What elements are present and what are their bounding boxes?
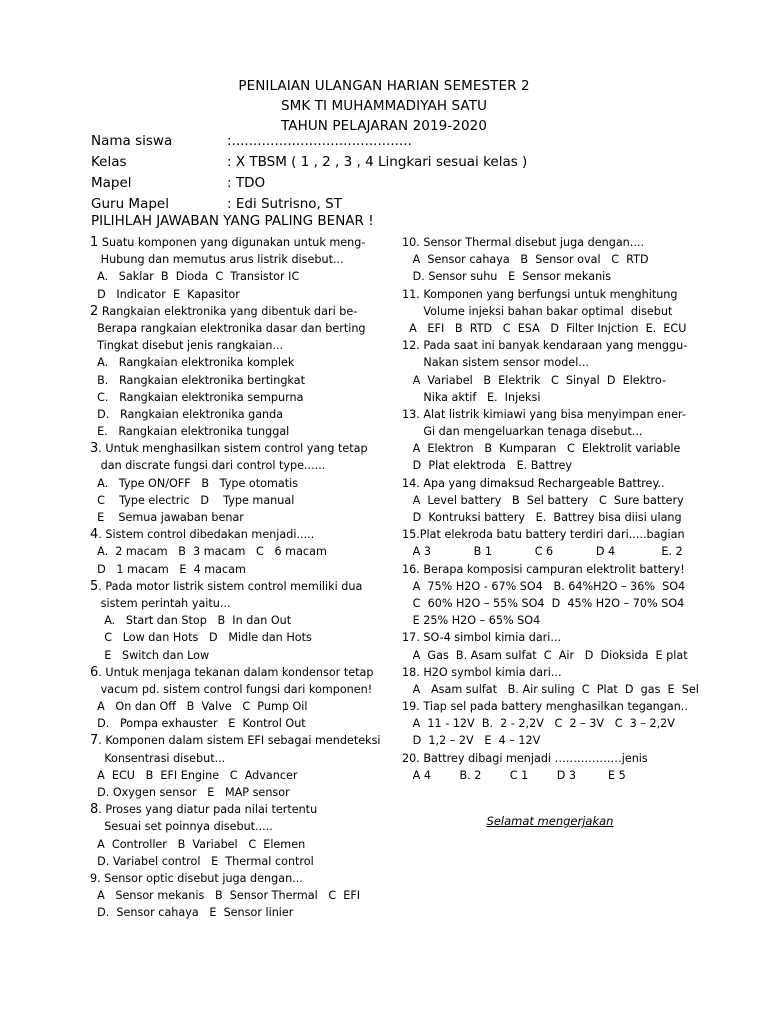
question-text-line xyxy=(90,389,402,406)
question-text-line xyxy=(90,354,402,371)
question-text-line xyxy=(90,629,402,646)
question-text-line xyxy=(90,853,402,870)
info-row-guru xyxy=(91,194,561,215)
line-text: D. Oxygen sensor E MAP sensor xyxy=(90,786,290,799)
question-text-line: 20. Battrey dibagi menjadi ………………jenis xyxy=(402,751,648,765)
line-text: . Pada motor listrik sistem control memiliki dua xyxy=(98,579,363,593)
info-value: : TDO xyxy=(227,175,266,191)
info-value: :.......................................... xyxy=(227,133,412,149)
question-text-line xyxy=(90,268,402,285)
line-text: Berapa rangkaian elektronika dasar dan berting xyxy=(90,321,366,335)
question-text-line xyxy=(90,595,402,612)
line-text: Sesuai set poinnya disebut..... xyxy=(90,820,273,834)
line-text: E Switch dan Low xyxy=(90,648,210,662)
question-text-line: Gi dan mengeluarkan tenaga disebut... xyxy=(402,425,643,439)
line-text: E. Rangkaian elektronika tunggal xyxy=(90,425,290,439)
closing-text: Selamat mengerjakan xyxy=(486,814,614,828)
line-text: A Sensor mekanis B Sensor Thermal C EFI xyxy=(90,889,361,903)
line-text: B. Rangkaian elektronika bertingkat xyxy=(90,373,305,387)
question-text-line: 19. Tiap sel pada battery menghasilkan tegangan.. xyxy=(402,700,688,714)
question-text-line: 15.Plat elekroda batu battery terdiri dari.....bagian xyxy=(402,528,685,542)
question-number: 7 xyxy=(90,733,99,749)
line-text: . Untuk menjaga tekanan dalam kondensor tetap xyxy=(98,665,374,679)
school-name: SMK TI MUHAMMADIYAH SATU xyxy=(280,98,488,114)
questions-left-column xyxy=(90,234,402,922)
question-text-line xyxy=(90,698,402,715)
line-text: sistem perintah yaitu... xyxy=(90,596,231,610)
question-text-line: 11. Komponen yang berfungsi untuk menghitung xyxy=(402,287,678,301)
question-text-line: 14. Apa yang dimaksud Rechargeable Battrey.. xyxy=(402,476,665,490)
question-text-line xyxy=(90,818,402,835)
line-text: C. Rangkaian elektronika sempurna xyxy=(90,390,304,404)
question-text-line: D Plat elektroda E. Battrey xyxy=(402,459,572,473)
question-text-line: A EFI B RTD C ESA D Filter Injction E. ECU xyxy=(402,321,687,335)
academic-year: TAHUN PELAJARAN 2019-2020 xyxy=(280,118,488,134)
question-text-line: A Elektron B Kumparan C Elektrolit variable xyxy=(402,442,681,456)
info-label: Mapel xyxy=(91,175,132,191)
question-line xyxy=(90,801,402,818)
info-row-nama xyxy=(91,131,561,152)
question-text-line: C 60% H2O – 55% SO4 D 45% H2O – 70% SO4 xyxy=(402,596,685,610)
question-text-line xyxy=(90,836,402,853)
line-text: A. Saklar B Dioda C Transistor IC xyxy=(90,270,300,284)
line-text: A ECU B EFI Engine C Advancer xyxy=(90,768,298,782)
question-text-line: A Gas B. Asam sulfat C Air D Dioksida E plat xyxy=(402,648,688,662)
exam-title: PENILAIAN ULANGAN HARIAN SEMESTER 2 xyxy=(238,78,530,94)
question-line xyxy=(90,234,402,251)
question-text-line xyxy=(90,406,402,423)
line-text: D. Sensor cahaya E Sensor linier xyxy=(90,906,294,920)
question-text-line xyxy=(90,750,402,767)
question-number: 5 xyxy=(90,578,99,594)
line-text: D 1 macam E 4 macam xyxy=(90,562,246,576)
question-text-line xyxy=(90,475,402,492)
question-text-line: A 75% H2O - 67% SO4 B. 64%H2O – 36% SO4 xyxy=(402,579,686,593)
question-line xyxy=(90,664,402,681)
question-text-line xyxy=(90,457,402,474)
question-text-line xyxy=(90,286,402,303)
info-row-mapel xyxy=(91,173,561,194)
question-text-line xyxy=(90,767,402,784)
info-value: : Edi Sutrisno, ST xyxy=(227,196,342,212)
line-text: A On dan Off B Valve C Pump Oil xyxy=(90,700,308,714)
line-text: A Controller B Variabel C Elemen xyxy=(90,837,306,851)
line-text: A. Rangkaian elektronika komplek xyxy=(90,356,295,370)
instruction-text: PILIHLAH JAWABAN YANG PALING BENAR ! xyxy=(91,213,374,229)
line-text: D Indicator E Kapasitor xyxy=(90,287,240,301)
document-header xyxy=(0,76,768,136)
question-text-line xyxy=(90,870,402,887)
question-text-line xyxy=(90,904,402,921)
question-text-line: E 25% H2O – 65% SO4 xyxy=(402,614,541,628)
question-line xyxy=(90,578,402,595)
line-text: Konsentrasi disebut... xyxy=(90,751,226,765)
question-line xyxy=(90,303,402,320)
question-number: 2 xyxy=(90,303,99,319)
question-text-line xyxy=(90,492,402,509)
question-text-line xyxy=(90,715,402,732)
question-text-line: D Kontruksi battery E. Battrey bisa diisi ulang xyxy=(402,511,682,524)
question-text-line: A Asam sulfat B. Air suling C Plat D gas E Sel xyxy=(402,682,699,696)
line-text: dan discrate fungsi dari control type...... xyxy=(90,459,326,473)
question-text-line xyxy=(90,647,402,664)
line-text: 9. Sensor optic disebut juga dengan... xyxy=(90,871,303,885)
question-text-line: 12. Pada saat ini banyak kendaraan yang menggu- xyxy=(402,339,688,353)
info-row-kelas xyxy=(91,152,561,173)
line-text: . Untuk menghasilkan sistem control yang tetap xyxy=(98,442,368,456)
question-text-line xyxy=(90,320,402,337)
question-text-line: 17. SO-4 simbol kimia dari... xyxy=(402,631,562,645)
question-text-line xyxy=(90,543,402,560)
question-text-line: A Sensor cahaya B Sensor oval C RTD xyxy=(402,253,649,267)
question-text-line: A Variabel B Elektrik C Sinyal D Elektro- xyxy=(402,373,666,387)
question-text-line: A 11 - 12V B. 2 - 2,2V C 2 – 3V C 3 – 2,2V xyxy=(402,717,675,731)
question-text-line: Nika aktif E. Injeksi xyxy=(402,390,541,404)
question-text-line: Nakan sistem sensor model... xyxy=(402,356,589,370)
question-text-line xyxy=(90,681,402,698)
line-text: A. Type ON/OFF B Type otomatis xyxy=(90,476,299,490)
question-text-line xyxy=(90,423,402,440)
question-text-line: A Level battery B Sel battery C Sure battery xyxy=(402,493,684,507)
question-text-line xyxy=(90,251,402,268)
line-text: . Komponen dalam sistem EFI sebagai mendeteksi xyxy=(98,734,381,748)
question-number: 6 xyxy=(90,664,99,680)
line-text: . Sistem control dibedakan menjadi..... xyxy=(98,528,315,542)
line-text: D. Variabel control E Thermal control xyxy=(90,854,314,868)
question-text-line xyxy=(90,509,402,526)
line-text: D. Rangkaian elektronika ganda xyxy=(90,407,284,421)
question-text-line xyxy=(90,561,402,578)
question-text-line: 10. Sensor Thermal disebut juga dengan.... xyxy=(402,236,644,249)
question-text-line: Volume injeksi bahan bakar optimal disebut xyxy=(402,304,673,318)
question-text-line xyxy=(90,887,402,904)
info-label: Nama siswa xyxy=(91,133,173,149)
line-text: C Type electric D Type manual xyxy=(90,493,295,507)
questions-right-column xyxy=(402,234,722,784)
question-line xyxy=(90,526,402,543)
question-text-line xyxy=(90,337,402,354)
line-text: . Proses yang diatur pada nilai tertentu xyxy=(98,803,318,817)
question-text-line: 18. H2O symbol kimia dari... xyxy=(402,665,562,679)
question-text-line: A 4 B. 2 C 1 D 3 E 5 xyxy=(402,768,626,782)
question-number: 1 xyxy=(90,235,99,250)
question-line xyxy=(90,732,402,749)
line-text: Tingkat disebut jenis rangkaian... xyxy=(90,339,284,353)
question-text-line: D. Sensor suhu E Sensor mekanis xyxy=(402,270,612,284)
question-line xyxy=(90,440,402,457)
line-text: vacum pd. sistem control fungsi dari komponen! xyxy=(90,682,373,696)
question-text-line xyxy=(90,784,402,801)
line-text: Hubung dan memutus arus listrik disebut... xyxy=(90,253,344,267)
line-text: A. 2 macam B 3 macam C 6 macam xyxy=(90,545,327,559)
line-text: C Low dan Hots D Midle dan Hots xyxy=(90,631,312,645)
student-info-block xyxy=(91,131,561,215)
line-text: Rangkaian elektronika yang dibentuk dari be- xyxy=(98,304,358,318)
line-text: A. Start dan Stop B In dan Out xyxy=(90,614,292,628)
question-text-line: D 1,2 – 2V E 4 – 12V xyxy=(402,734,541,748)
line-text: Suatu komponen yang digunakan untuk meng- xyxy=(98,236,366,249)
question-text-line xyxy=(90,612,402,629)
line-text: E Semua jawaban benar xyxy=(90,511,244,524)
info-value: : X TBSM ( 1 , 2 , 3 , 4 Lingkari sesuai kelas ) xyxy=(227,154,528,170)
question-text-line xyxy=(90,372,402,389)
question-number: 4 xyxy=(90,527,99,543)
question-number: 8 xyxy=(90,802,99,818)
question-text-line: A 3 B 1 C 6 D 4 E. 2 xyxy=(402,545,683,559)
info-label: Kelas xyxy=(91,154,127,170)
question-text-line: 16. Berapa komposisi campuran elektrolit battery! xyxy=(402,562,685,576)
line-text: D. Pompa exhauster E Kontrol Out xyxy=(90,717,306,731)
info-label: Guru Mapel xyxy=(91,196,169,212)
question-text-line: 13. Alat listrik kimiawi yang bisa menyimpan ener- xyxy=(402,407,686,421)
question-number: 3 xyxy=(90,441,99,457)
